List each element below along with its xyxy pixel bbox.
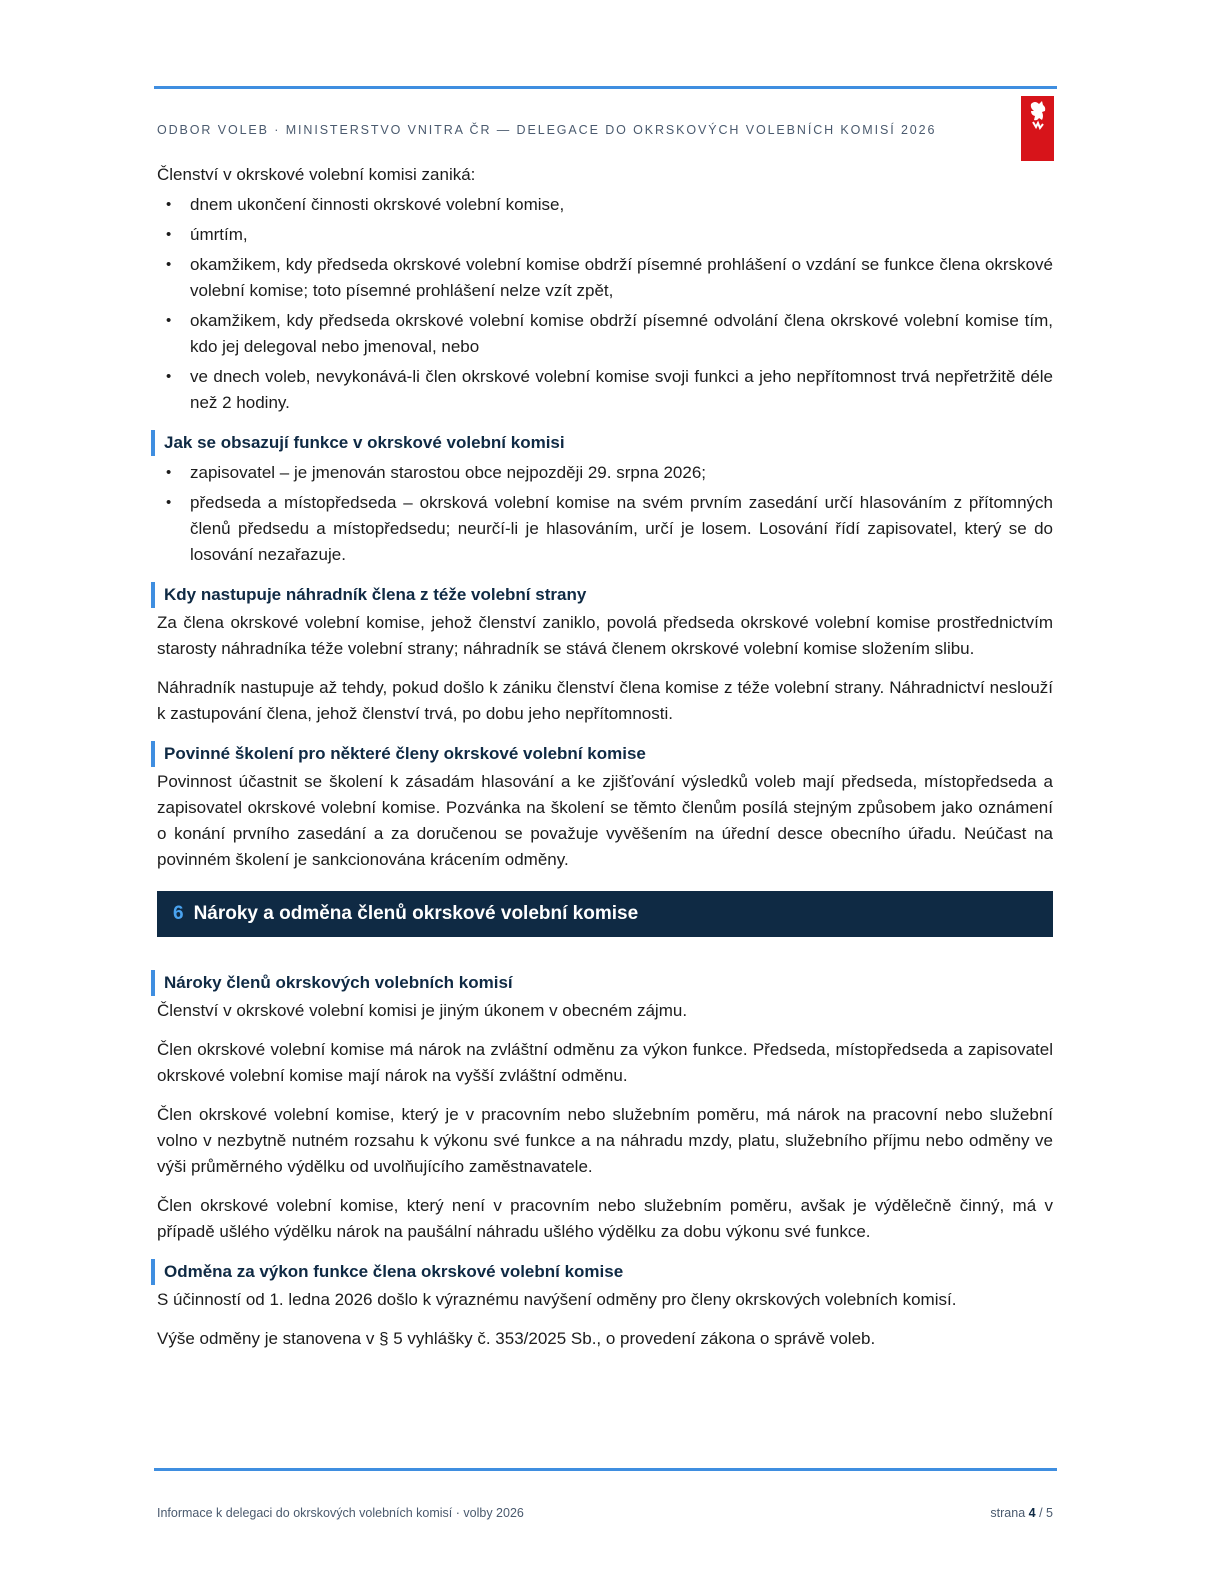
list-item: • ve dnech voleb, nevykonává-li člen okrskové volební komise svoji funkci a jeho nepřítomnost trvá nepřetržitě déle než 2 hodiny. (157, 364, 1053, 416)
footer-rule (154, 1468, 1057, 1471)
paragraph: Člen okrskové volební komise, který není v pracovním nebo služebním poměru, avšak je výdělečně činný, má v případě ušlého výdělku nárok na paušální náhradu ušlého výdělku za dobu výkonu své funkce. (157, 1196, 1053, 1241)
list-item: • zapisovatel – je jmenován starostou obce nejpozději 29. srpna 2026; (157, 460, 1053, 486)
functions-heading: Jak se obsazují funkce v okrskové volební komisi (151, 430, 1053, 456)
paragraph: Povinnost účastnit se školení k zásadám hlasování a ke zjišťování výsledků voleb mají předseda, místopředseda a zapisovatel okrskové volební komise. Pozvánka na školení se těmto členům posílá stejným způsobem jako oznámení o konání prvního zasedání a za doručenou se považuje vyvěšením na úřední desce obecního úřadu. Neúčast na povinném školení je sankcionována krácením odměny. (157, 772, 1053, 869)
page-number (990, 1506, 1053, 1520)
paragraph: Výše odměny je stanovena v § 5 vyhlášky č. 353/2025 Sb., o provedení zákona o správě voleb. (157, 1329, 876, 1348)
list-item: • úmrtím, (157, 222, 1053, 248)
paragraph: Člen okrskové volební komise má nárok na zvláštní odměnu za výkon funkce. Předseda, místopředseda a zapisovatel okrskové volební komise mají nárok na vyšší zvláštní odměnu. (157, 1040, 1053, 1085)
page-total: 5 (1046, 1506, 1053, 1520)
section-number: 6 (173, 903, 184, 924)
running-header: ODBOR VOLEB · MINISTERSTVO VNITRA ČR — DELEGACE DO OKRSKOVÝCH VOLEBNÍCH KOMISÍ 2026 (157, 123, 937, 137)
termination-intro: Členství v okrskové volební komisi zaniká: (157, 165, 476, 184)
claims-heading: Nároky členů okrskových volebních komisí (151, 970, 1053, 996)
section-6-banner (157, 891, 1053, 937)
paragraph: Za člena okrskové volební komise, jehož členství zaniklo, povolá předseda okrskové volební komise prostřednictvím starosty náhradníka téže volební strany; náhradník se stává členem okrskové volební komise složením slibu. (157, 613, 1053, 658)
footer-title: Informace k delegaci do okrskových volebních komisí · volby 2026 (157, 1506, 524, 1520)
list-item: • předseda a místopředseda – okrsková volební komise na svém prvním zasedání určí hlasováním z přítomných členů předsedu a místopředsedu; neurčí-li je hlasováním, určí je losem. Losování řídí zapisovatel, který se do losování nezařazuje. (157, 490, 1053, 568)
reward-heading: Odměna za výkon funkce člena okrskové volební komise (151, 1259, 1053, 1285)
section-title: Nároky a odměna členů okrskové volební komise (193, 903, 639, 924)
page-content (157, 162, 1053, 1352)
termination-list (157, 192, 1053, 416)
paragraph: Členství v okrskové volební komisi je jiným úkonem v obecném zájmu. (157, 1001, 688, 1020)
czech-lion-emblem-icon (1021, 96, 1054, 161)
paragraph: Náhradník nastupuje až tehdy, pokud došlo k zániku členství člena komise z téže volební strany. Náhradnictví neslouží k zastupování člena, jehož členství trvá, po dobu jeho nepřítomnosti. (157, 678, 1053, 723)
list-item: • dnem ukončení činnosti okrskové volební komise, (157, 192, 1053, 218)
paragraph: Člen okrskové volební komise, který je v pracovním nebo služebním poměru, má nárok na pracovní nebo služební volno v nezbytně nutném rozsahu k výkonu své funkce a na náhradu mzdy, platu, služebního příjmu nebo odměny ve výši průměrného výdělku od uvolňujícího zaměstnavatele. (157, 1105, 1053, 1176)
header-rule (154, 86, 1057, 89)
list-item: • okamžikem, kdy předseda okrskové volební komise obdrží písemné prohlášení o vzdání se funkce člena okrskové volební komise; toto písemné prohlášení nelze vzít zpět, (157, 252, 1053, 304)
list-item: • okamžikem, kdy předseda okrskové volební komise obdrží písemné odvolání člena okrskové volební komise tím, kdo jej delegoval nebo jmenoval, nebo (157, 308, 1053, 360)
page-current: 4 (1028, 1506, 1036, 1520)
page-prefix: strana (990, 1506, 1026, 1520)
page-separator: / (1039, 1506, 1043, 1520)
substitute-heading: Kdy nastupuje náhradník člena z téže volební strany (151, 582, 1053, 608)
training-heading: Povinné školení pro některé členy okrskové volební komise (151, 741, 1053, 767)
paragraph: S účinností od 1. ledna 2026 došlo k výraznému navýšení odměny pro členy okrskových volebních komisí. (157, 1290, 957, 1309)
functions-list (157, 460, 1053, 568)
